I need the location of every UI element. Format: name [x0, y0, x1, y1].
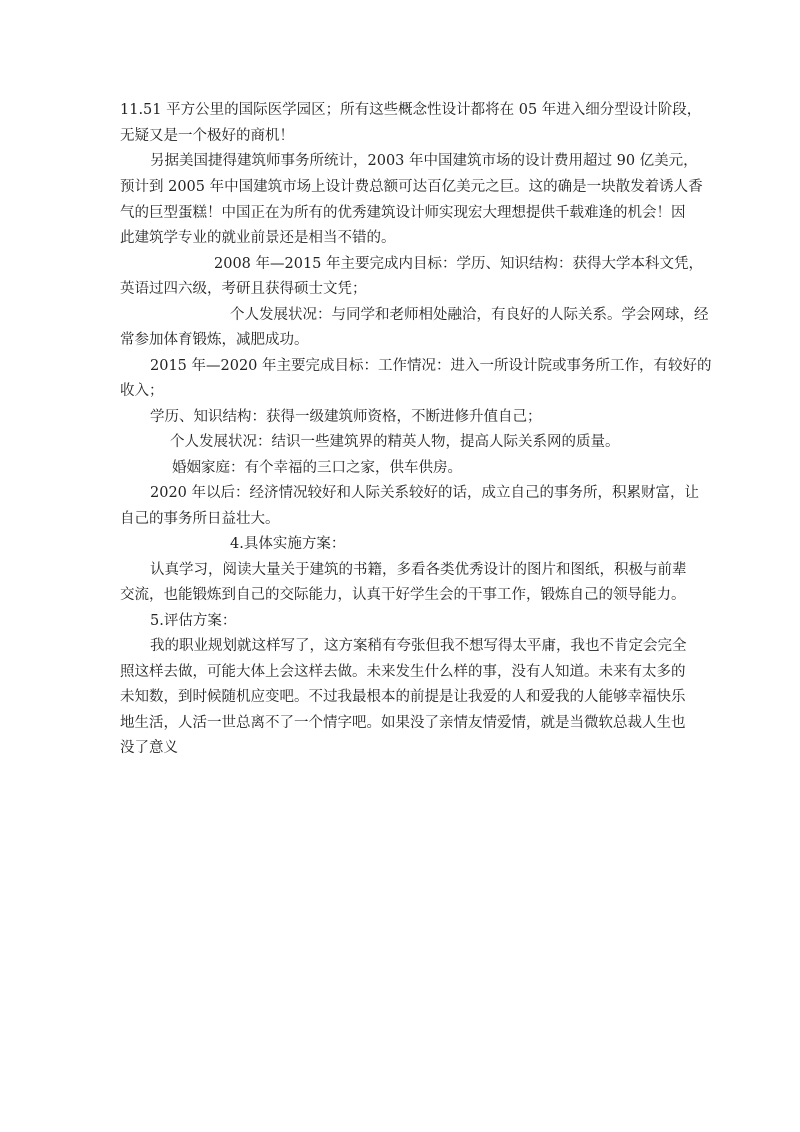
text-line: 认真学习，阅读大量关于建筑的书籍，多看各类优秀设计的图片和图纸，积极与前辈	[150, 562, 687, 578]
text-line: 未知数，到时候随机应变吧。不过我最根本的前提是让我爱的人和爱我的人能够幸福快乐	[120, 689, 686, 705]
text-line: 照这样去做，可能大体上会这样去做。未来发生什么样的事，没有人知道。未来有太多的	[120, 664, 686, 680]
section-heading: 4.具体实施方案：	[230, 536, 346, 552]
text-line: 个人发展状况：结识一些建筑界的精英人物，提高人际关系网的质量。	[170, 434, 620, 450]
text-line: 婚姻家庭：有个幸福的三口之家，供车供房。	[172, 460, 462, 476]
text-line: 11.51 平方公里的国际医学园区；所有这些概念性设计都将在 05 年进入细分型设计阶段，	[120, 102, 702, 118]
text-line: 英语过四六级，考研且获得硕士文凭；	[120, 281, 367, 297]
text-line: 地生活，人活一世总离不了一个情字吧。如果没了亲情友情爱情，就是当微软总裁人生也	[120, 715, 686, 731]
text-line: 2008 年—2015 年主要完成内目标：学历、知识结构：获得大学本科文凭，	[214, 256, 704, 272]
text-line: 预计到 2005 年中国建筑市场上设计费总额可达百亿美元之巨。这的确是一块散发着诱人香	[120, 179, 703, 195]
text-line: 气的巨型蛋糕！中国正在为所有的优秀建筑设计师实现宏大理想提供千载难逢的机会！因	[120, 205, 686, 221]
text-line: 收入；	[120, 383, 164, 399]
text-line: 学历、知识结构：获得一级建筑师资格，不断进修升值自己；	[150, 409, 542, 425]
text-line: 交流，也能锻炼到自己的交际能力，认真干好学生会的干事工作，锻炼自己的领导能力。	[120, 587, 686, 603]
text-line: 2020 年以后：经济情况较好和人际关系较好的话，成立自己的事务所，积累财富，让	[150, 485, 700, 501]
text-line: 个人发展状况：与同学和老师相处融洽，有良好的人际关系。学会网球，经	[230, 307, 709, 323]
text-line: 2015 年—2020 年主要完成目标：工作情况：进入一所设计院或事务所工作，有较好的	[150, 358, 712, 374]
text-line: 常参加体育锻炼，减肥成功。	[120, 332, 309, 348]
text-line: 自己的事务所日益壮大。	[120, 511, 280, 527]
text-line: 我的职业规划就这样写了，这方案稍有夸张但我不想写得太平庸，我也不肯定会完全	[150, 638, 687, 654]
text-line: 没了意义	[120, 740, 178, 756]
text-line: 另据美国捷得建筑师事务所统计，2003 年中国建筑市场的设计费用超过 90 亿美元，	[150, 153, 698, 169]
text-line: 此建筑学专业的就业前景还是相当不错的。	[120, 230, 396, 246]
text-line: 无疑又是一个极好的商机！	[120, 128, 294, 144]
section-heading: 5.评估方案：	[150, 613, 237, 629]
